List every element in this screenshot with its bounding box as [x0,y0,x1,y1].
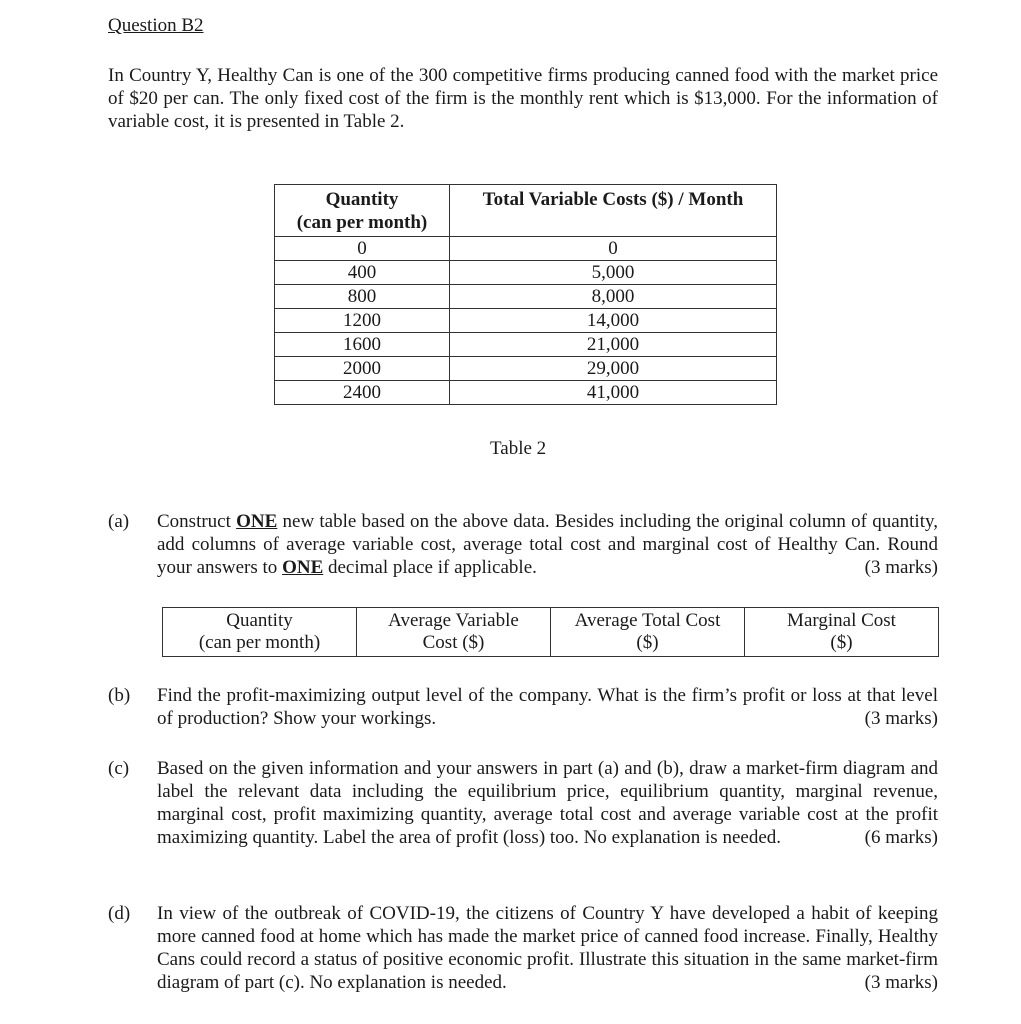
part-a-text: Construct ONE new table based on the above data. Besides including the original column of quantity, add columns of average variable cost, average total cost and marginal cost of Healthy Can. Round your answers to ONE decimal place if applicable. (3 marks) [157,511,938,578]
part-label: (b) [108,685,131,706]
marks: (3 marks) [864,708,938,729]
variable-cost-table [274,184,777,405]
table-row: 1200 14,000 [275,309,777,333]
table-row: 400 5,000 [275,261,777,285]
table-row: 800 8,000 [275,285,777,309]
intro-paragraph [108,64,938,133]
table-header-quantity [275,185,450,237]
emphasis-one: ONE [236,511,278,532]
marks: (3 marks) [864,557,938,578]
part-b-text: Find the profit-maximizing output level of the company. What is the firm’s profit or loss at that level of production? Show your workings. [157,685,938,729]
answer-table-header [162,607,939,657]
part-label: (c) [108,758,130,779]
answer-col-quantity: Quantity (can per month) [163,608,357,657]
intro-text: In Country Y, Healthy Can is one of the 300 competitive firms producing canned food with the market price of $20 per can. The only fixed cost of the firm is the monthly rent which is $13,000. For the information of variable cost, it is presented in Table 2. [108,65,938,132]
question-title: Question B2 [108,15,204,36]
part-label: (d) [108,903,131,924]
header-quantity-line1: Quantity [325,189,399,210]
table-row: 0 0 [275,237,777,261]
table-row: 2000 29,000 [275,357,777,381]
answer-col-avc: Average Variable Cost ($) [357,608,551,657]
marks: (6 marks) [864,827,938,848]
marks: (3 marks) [864,972,938,993]
emphasis-one: ONE [282,557,324,578]
table-row: 1600 21,000 [275,333,777,357]
header-quantity-line2: (can per month) [296,212,428,233]
answer-col-mc: Marginal Cost ($) [745,608,939,657]
table-row: 2400 41,000 [275,381,777,405]
part-d-text: In view of the outbreak of COVID-19, the citizens of Country Y have developed a habit of keeping more canned food at home which has made the market price of canned food increase. Finally, Healthy Cans could record a status of positive economic profit. Illustrate this situation in the same market-firm diagram of part (c). No explanation is needed. [157,903,938,993]
table-caption: Table 2 [490,438,547,459]
part-c-text: Based on the given information and your answers in part (a) and (b), draw a market-firm diagram and label the relevant data including the equilibrium price, equilibrium quantity, marginal revenue, marginal cost, profit maximizing quantity, average total cost and average variable cost at the profit maximizing quantity. Label the area of profit (loss) too. No explanation is needed. [157,758,938,848]
table-header-tvc: Total Variable Costs ($) / Month [450,185,777,237]
answer-col-atc: Average Total Cost ($) [551,608,745,657]
part-label: (a) [108,511,130,532]
